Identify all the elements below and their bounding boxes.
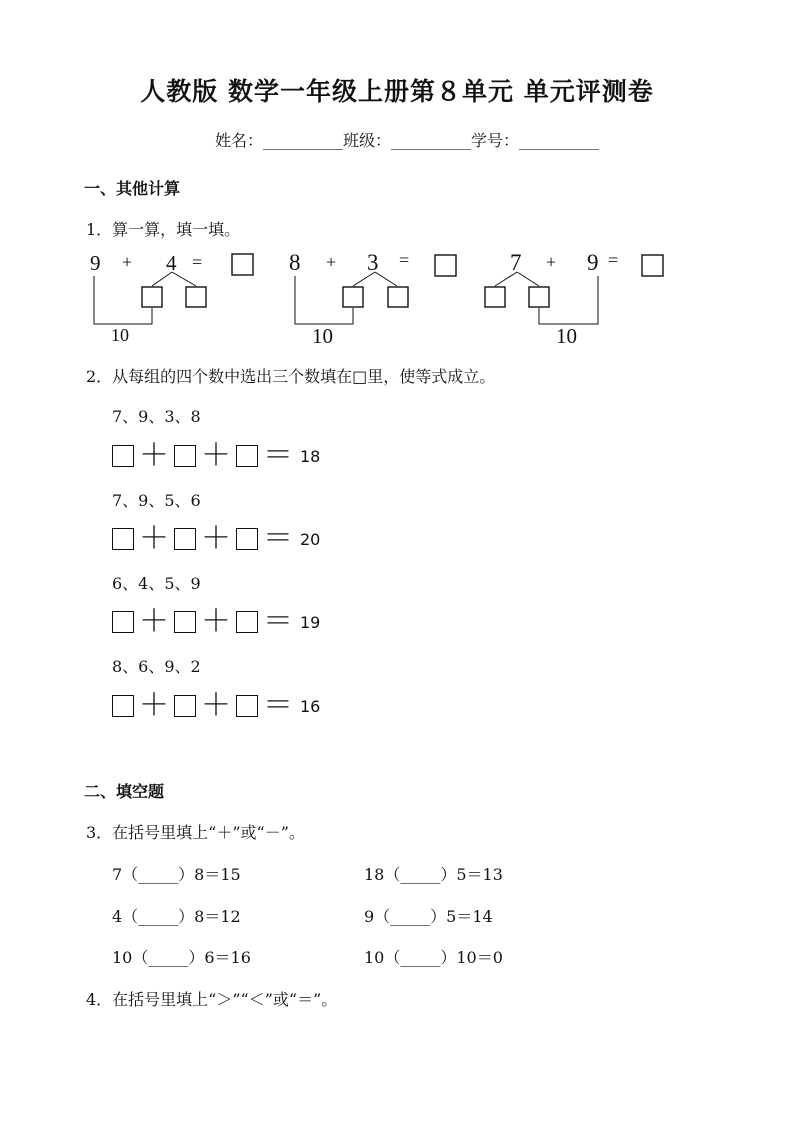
- q1-g2-branch-left: [353, 272, 375, 286]
- q2-g1-plus-2: ＋: [201, 438, 231, 473]
- q1-g3-ten: 10: [556, 324, 577, 348]
- q2-group1-numbers: 7、9、3、8: [112, 407, 201, 426]
- q1-g2-eq: =: [399, 250, 410, 270]
- q2-g2-box-1[interactable]: [112, 528, 134, 550]
- q1-group-2: [289, 250, 456, 348]
- q1-g2-bracket: [295, 276, 353, 324]
- q2-g4-result: 16: [300, 696, 321, 716]
- q2-g1-equals: ＝: [263, 438, 293, 473]
- q2-g1-box-1[interactable]: [112, 445, 134, 467]
- q1-group-3: [485, 250, 663, 348]
- q1-g3-branch-right: [517, 272, 539, 286]
- q1-g1-ten: 10: [111, 325, 129, 345]
- q2-group2-numbers: 7、9、5、6: [112, 491, 201, 510]
- q2-g2-result: 20: [300, 529, 321, 549]
- q1-g3-a: 7: [510, 250, 522, 275]
- q1-g3-branch-left: [495, 272, 517, 286]
- q1-diagram: [84, 246, 664, 348]
- q4-prompt: 4．在括号里填上“＞”“＜”或“＝”。: [86, 990, 338, 1009]
- q2-group3-equation: [112, 604, 321, 639]
- q1-g2-split-box-2: [388, 287, 408, 307]
- q2-g3-box-1[interactable]: [112, 611, 134, 633]
- q3-item-4[interactable]: 9（_____）5＝14: [364, 907, 493, 926]
- section1-heading: 一、其他计算: [84, 179, 181, 198]
- q1-g1-eq: =: [192, 252, 203, 272]
- q2-g4-plus-2: ＋: [201, 688, 231, 723]
- q2-g1-result: 18: [300, 446, 321, 466]
- q2-group4-equation: [112, 688, 321, 723]
- q1-g1-a: 9: [90, 251, 101, 275]
- q1-g1-branch-left: [152, 272, 172, 286]
- q1-g2-b: 3: [367, 250, 379, 275]
- q1-prompt: 1．算一算，填一填。: [86, 220, 241, 239]
- q2-g3-plus-1: ＋: [139, 604, 169, 639]
- q1-g3-op: +: [546, 252, 557, 272]
- q1-g3-answer-box: [642, 255, 663, 276]
- q3-item-5[interactable]: 10（_____）6＝16: [112, 948, 251, 967]
- q2-g3-result: 19: [300, 612, 321, 632]
- student-info-line[interactable]: 姓名：__________班级：__________学号：__________: [214, 131, 599, 150]
- q2-g1-box-3[interactable]: [236, 445, 258, 467]
- q2-g4-box-1[interactable]: [112, 695, 134, 717]
- q1-g2-branch-right: [375, 272, 397, 286]
- q2-g2-box-2[interactable]: [174, 528, 196, 550]
- q3-item-6[interactable]: 10（_____）10＝0: [364, 948, 503, 967]
- q1-g2-answer-box: [435, 255, 456, 276]
- q2-group4-numbers: 8、6、9、2: [112, 657, 201, 676]
- q2-g2-box-3[interactable]: [236, 528, 258, 550]
- q2-g1-plus-1: ＋: [139, 438, 169, 473]
- q2-g3-equals: ＝: [263, 604, 293, 639]
- q3-item-2[interactable]: 18（_____）5＝13: [364, 865, 503, 884]
- q2-group2-equation: [112, 521, 321, 556]
- q3-item-3[interactable]: 4（_____）8＝12: [112, 907, 241, 926]
- q1-g1-answer-box: [232, 254, 253, 275]
- q1-g2-split-box-1: [343, 287, 363, 307]
- q1-g3-split-box-2: [529, 287, 549, 307]
- q2-g2-equals: ＝: [263, 521, 293, 556]
- q1-g1-b: 4: [166, 251, 177, 275]
- q2-g1-box-2[interactable]: [174, 445, 196, 467]
- q1-g2-op: +: [326, 252, 337, 272]
- q2-g2-plus-2: ＋: [201, 521, 231, 556]
- q1-g1-op: +: [122, 252, 133, 272]
- section2-heading: 二、填空题: [84, 782, 165, 801]
- q2-g3-box-2[interactable]: [174, 611, 196, 633]
- q1-g1-split-box-2: [186, 287, 206, 307]
- q2-g3-plus-2: ＋: [201, 604, 231, 639]
- q1-g3-bracket: [539, 276, 598, 324]
- q1-g3-b: 9: [587, 250, 599, 275]
- q2-g4-box-3[interactable]: [236, 695, 258, 717]
- q1-g3-split-box-1: [485, 287, 505, 307]
- q1-g2-ten: 10: [312, 324, 333, 348]
- page-title: 人教版 数学一年级上册第８单元 单元评测卷: [140, 77, 654, 106]
- q1-g1-split-box-1: [142, 287, 162, 307]
- q2-g4-plus-1: ＋: [139, 688, 169, 723]
- q3-prompt: 3．在括号里填上“＋”或“－”。: [86, 823, 305, 842]
- q1-g1-branch-right: [172, 272, 196, 286]
- q1-g1-bracket: [94, 276, 152, 324]
- q1-g3-eq: =: [608, 250, 619, 270]
- q3-item-1[interactable]: 7（_____）8＝15: [112, 865, 241, 884]
- q2-prompt: 2．从每组的四个数中选出三个数填在□里，使等式成立。: [86, 367, 496, 386]
- q1-group-1: [90, 251, 253, 345]
- q2-g3-box-3[interactable]: [236, 611, 258, 633]
- q1-g2-a: 8: [289, 250, 301, 275]
- q2-group3-numbers: 6、4、5、9: [112, 574, 201, 593]
- q2-g4-box-2[interactable]: [174, 695, 196, 717]
- q2-g2-plus-1: ＋: [139, 521, 169, 556]
- q2-g4-equals: ＝: [263, 688, 293, 723]
- q2-group1-equation: [112, 438, 321, 473]
